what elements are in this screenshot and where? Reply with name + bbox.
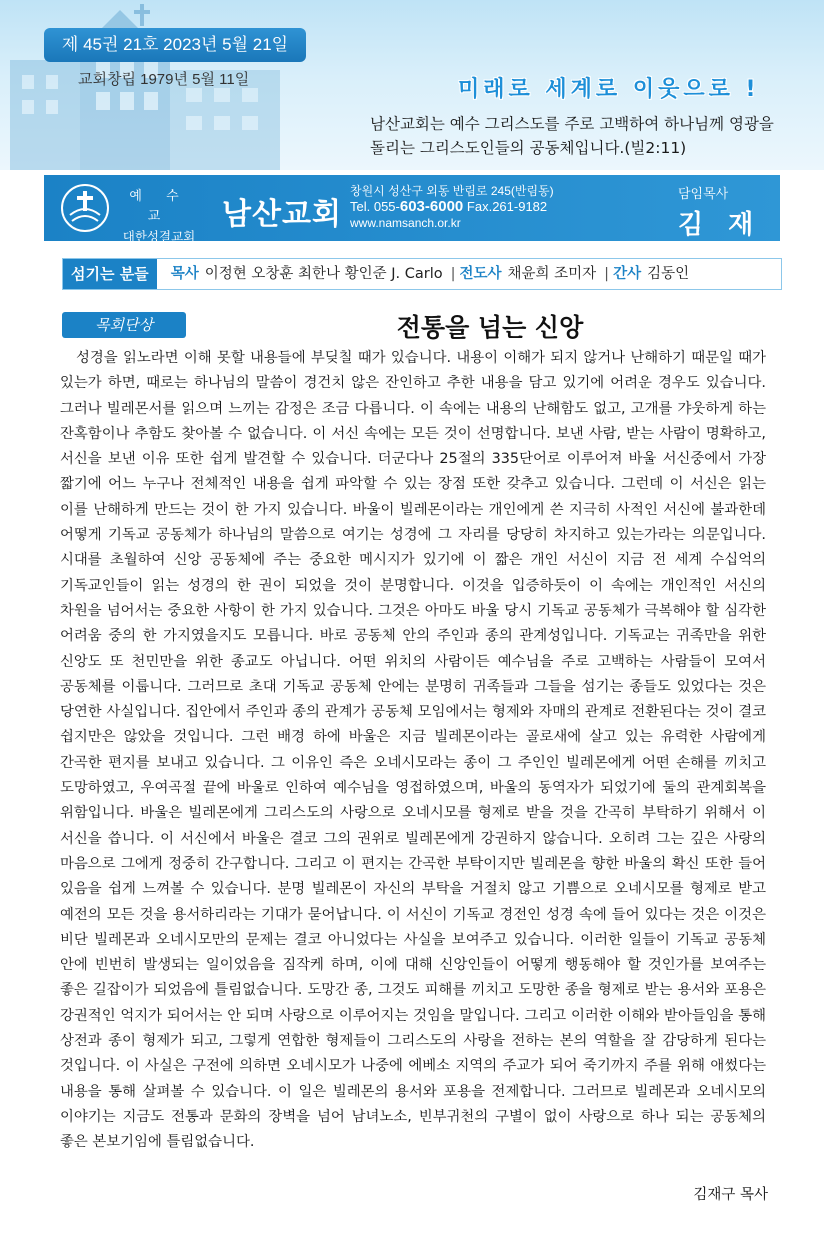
founding-date: 교회창립 1979년 5월 11일 xyxy=(78,71,250,88)
church-name: 남산교회 xyxy=(222,197,342,232)
pastor-name: 김 재 xyxy=(678,210,762,240)
church-website[interactable]: www.namsanch.or.kr xyxy=(350,216,461,230)
article-body: 성경을 읽노라면 이해 못할 내용들에 부딪칠 때가 있습니다. 내용이 이해가 되지 않거나 난해하기 때문일 때가 있는가 하면, 때로는 하나님의 말씀이 경건치 않은 잔인하고 추한 내용을 담고 있기에 어려운 경우도 있습니다. 그러나 빌레몬서를 읽으며 느끼는 감정은 조금 다릅니다. 이 속에는 내용의 난해함도 없고, 고개를 갸웃하게 하는 잔혹함이나 추함도 찾아볼 수 없습니다. 이 서신 속에는 모든 것이 선명합니다. 보낸 사람, 받는 사람이 명확하고, 서신을 보낸 이유 또한 쉽게 발견할 수 있습니다. 더군다나 25절의 335단어로 이루어져 바울 서신중에서 가장 짧기에 어느 누구나 전체적인 내용을 쉽게 파악할 수 있는 장점 또한 갖추고 있습니다. 그런데 이 서신은 읽는 이를 난해하게 만드는 것이 한 가지 있습니다. 바울이 빌레몬이라는 개인에게 쓴 지극히 사적인 서신에 불과한데 어떻게 기독교 공동체가 하나님의 말씀으로 여기는 성경에 그 자리를 당당히 차지하고 있는가라는 의문입니다. 시대를 초월하여 신앙 공동체에 주는 중요한 메시지가 있기에 이 짧은 개인 서신이 지금 전 세계 수십억의 기독교인들이 읽는 성경의 한 권이 되었을 것이 분명합니다. 이것을 입증하듯이 이 속에는 개인적인 서신의 차원을 넘어서는 중요한 사항이 한 가지 있습니다. 그것은 아마도 바울 당시 기독교 공동체가 극복해야 할 심각한 어려움 중의 한 가지였을지도 모릅니다. 바로 공동체 안의 주인과 종의 관계성입니다. 기독교는 귀족만을 위한 신앙도 또 천민만을 위한 종교도 아닙니다. 어떤 위치의 사람이든 예수님을 주로 고백하는 사람들이 모여서 공동체를 이룹니다. 그러므로 초대 기독교 공동체 안에는 분명히 귀족들과 그들을 섬기는 종들도 있었다는 것은 당연한 사실입니다. 집안에서 주인과 종의 관계가 공동체 모임에서는 형제와 자매의 관계로 전환된다는 것이 결코 쉽지만은 않았을 것입니다. 그런 배경 하에 바울은 지금 빌레몬이라는 골로새에 살고 있는 유력한 사람에게 간곡한 편지를 보내고 있습니다. 그 이유인 즉은 오네시모라는 종이 그 주인인 빌레몬에게 어떤 손해를 끼치고 도망하였고, 우여곡절 끝에 바울로 인하여 예수님을 영접하였으며, 바울의 동역자가 되었기에 둘의 관계회복을 위함입니다. 바울은 빌레몬에게 그리스도의 사랑으로 오네시모를 형제로 받을 것을 간곡히 부탁하기 위해서 이 서신을 씁니다. 이 서신에서 바울은 결코 그의 권위로 빌레몬에게 강권하지 않습니다. 오히려 그는 깊은 사랑의 마음으로 그에게 정중히 간구합니다. 그리고 이 편지는 간곡한 부탁이지만 빌레몬을 향한 바울의 확신 또한 들어 있음을 쉽게 느껴볼 수 있습니다. 분명 빌레몬이 자신의 부탁을 거절치 않고 기쁨으로 오네시모를 형제로 받고 예전의 모든 것을 용서하리라는 기대가 묻어납니다. 이 서신이 기독교 경전인 성경 속에 들어 있다는 것은 이것은 비단 빌레몬과 오네시모만의 문제는 결코 아니었다는 사실을 보여주고 있습니다. 이러한 일들이 기독교 공동체 안에 빈번히 발생되는 일이었음을 짐작케 하며, 이에 대해 신앙인들이 어떻게 행동해야 할 것인가를 보여주는 좋은 길잡이가 되었음에 틀림없습니다. 도망간 종, 그것도 피해를 끼치고 도망한 종을 형제로 받는 용서와 포용은 강권적인 억지가 되어서는 안 되며 사랑으로 이루어지는 것임을 말입니다. 그리고 이러한 이해와 받아들임을 통해 상전과 종이 형제가 되고, 그렇게 연합한 형제들이 그리스도의 사랑을 전하는 본의 역할을 잘 감당하게 된다는 것입니다. 이 사실은 구전에 의하면 오네시모가 나중에 에베소 지역의 주교가 되어 죽기까지 주를 위해 애썼다는 내용을 통해 살펴볼 수 있습니다. 이 일은 빌레몬의 용서와 포용을 전제합니다. 그러므로 빌레몬과 오네시모의 이야기는 지금도 전통과 문화의 장벽을 넘어 남녀노소, 빈부귀천의 구별이 없이 사랑으로 하나 되는 공동체의 좋은 본보기임에 틀림없습니다. xyxy=(60,350,766,1151)
phone-number: 603-6000 xyxy=(399,198,464,215)
staff-names-evangelists: 채윤희 조미자 xyxy=(507,266,597,282)
phone-prefix: Tel. 055- xyxy=(350,199,400,214)
fax-number: Fax.261-9182 xyxy=(466,199,548,214)
staff-names-pastors: 이정현 오창훈 최한나 황인준 J. Carlo xyxy=(204,266,443,282)
church-contact xyxy=(350,183,554,231)
staff-role-evangelists: 전도사 xyxy=(459,266,502,282)
masthead xyxy=(0,0,824,170)
staff-label: 섬기는 분들 xyxy=(63,259,157,289)
denomination xyxy=(120,187,198,247)
issue-info: 제 45권 21호 2023년 5월 21일 xyxy=(44,28,306,62)
column-tag: 목회단상 xyxy=(62,312,186,338)
staff-role-pastors: 목사 xyxy=(170,266,199,282)
article-title: 전통을 넘는 신앙 xyxy=(396,313,584,342)
article-signature: 김재구 목사 xyxy=(693,1187,768,1203)
divider: | xyxy=(450,266,456,282)
denomination-line1: 예 수 교 xyxy=(129,189,189,224)
pastor-role: 담임목사 xyxy=(678,187,729,202)
staff-names-administrators: 김동인 xyxy=(647,266,690,282)
divider: | xyxy=(604,266,610,282)
church-motto: 미래로 세계로 이웃으로 ! xyxy=(458,77,760,102)
church-vision: 남산교회는 예수 그리스도를 주로 고백하여 하나님께 영광을 돌리는 그리스도인들의 공동체입니다.(빌2:11) xyxy=(370,115,774,157)
staff-list xyxy=(62,258,782,290)
church-address: 창원시 성산구 외동 반림로 245(반림동) xyxy=(350,184,554,198)
denomination-line2: 대한성결교회 xyxy=(122,229,196,244)
church-logo-icon xyxy=(60,183,110,233)
church-phone xyxy=(350,199,554,215)
church-info-bar xyxy=(44,175,780,244)
staff-role-administrators: 간사 xyxy=(613,266,642,282)
